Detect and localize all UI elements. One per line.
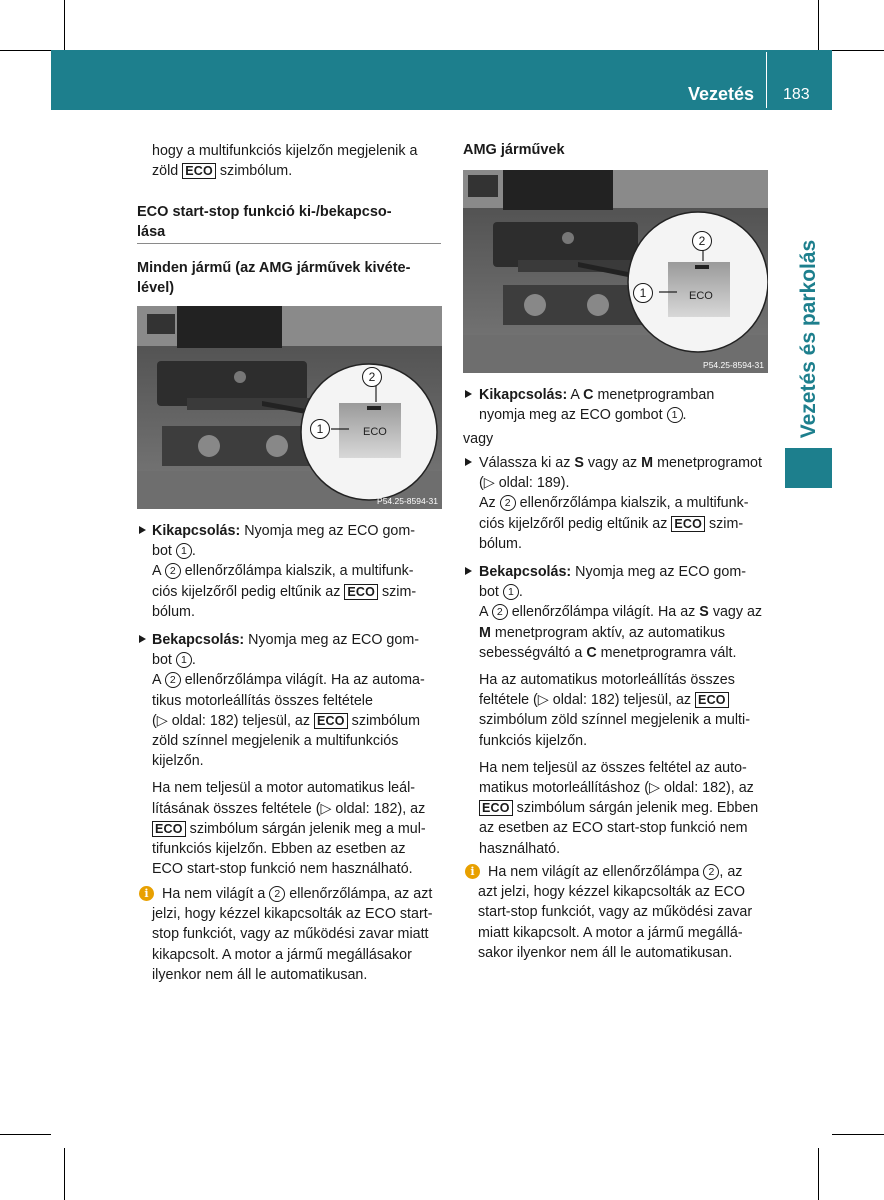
info-icon: i <box>139 886 154 901</box>
amg-dashboard-illustration <box>463 170 768 373</box>
bullet-arrow-icon <box>465 390 472 398</box>
eco-symbol: ECO <box>344 584 378 600</box>
info-note: Ha nem világít a 2 ellenőrzőlámpa, az azt jelzi, hogy kézzel kikapcsolták az ECO start- stop funkciót, vagy az működési zavar miatt kikapcsolt. A motor a jármű megállásakor ilyenkor nem áll le automatikusan. <box>152 886 433 983</box>
page-number: 183 <box>783 86 810 103</box>
crop-mark <box>0 50 51 51</box>
eco-symbol: ECO <box>671 516 705 532</box>
step-off: Kikapcsolás: Nyomja meg az ECO gom- bot 1 . A 2 ellenőrzőlámpa kialszik, a multifunk- ciós kijelzőről pedig eltűnik az ECO szim- bólum. <box>152 523 417 620</box>
amg-step-select-program: Válassza ki az S vagy az M menetprogramot (▷ oldal: 189). Az 2 ellenőrzőlámpa kialszik, a multifunk- ciós kijelzőről pedig eltűnik az ECO szim- bólum. <box>479 455 762 552</box>
subheading-all-vehicles: Minden jármű (az AMG járművek kivéte- lével) <box>137 260 411 296</box>
side-tab <box>785 232 833 447</box>
bullet-arrow-icon <box>465 458 472 466</box>
heading-rule <box>137 243 441 244</box>
eco-button-label: ECO <box>689 290 713 302</box>
or-text: vagy <box>463 431 494 447</box>
eco-button-label: ECO <box>363 426 387 438</box>
side-tab-label: Vezetés és parkolás <box>797 239 820 439</box>
eco-symbol: ECO <box>695 692 729 708</box>
dashboard-illustration <box>137 306 442 509</box>
crop-mark <box>832 1134 884 1135</box>
callout-1: 1 <box>633 283 653 303</box>
section-heading: ECO start-stop funkció ki-/bekapcso- lása <box>137 204 392 240</box>
crop-mark <box>832 50 884 51</box>
crop-mark <box>64 0 65 50</box>
eco-symbol: ECO <box>314 713 348 729</box>
figure-code: P54.25-8594-31 <box>377 496 438 506</box>
crop-mark <box>818 1148 819 1200</box>
intro-paragraph: hogy a multifunkciós kijelzőn megjelenik a zöld ECO szimbólum. <box>152 143 418 180</box>
step-on: Bekapcsolás: Nyomja meg az ECO gom- bot 1 . A 2 ellenőrzőlámpa világít. Ha az automa- tikus motorleállítás összes feltétele (▷ oldal: 182) teljesül, az ECO szimbólum zöld színnel megjelenik a multifunkciós kijelzőn. Ha nem teljesül a motor automatikus leál- lításának összes feltétele (▷ oldal: 182), az ECO szimbólum sárgán jelenik meg a mul- tifunkciós kijelzőn. Ebben az esetben az ECO start-stop funkció nem használható. <box>152 632 426 878</box>
amg-step-off: Kikapcsolás: A C menetprogramban nyomja meg az ECO gombot 1 . <box>479 387 715 424</box>
crop-mark <box>64 1148 65 1200</box>
callout-2: 2 <box>692 231 712 251</box>
bullet-arrow-icon <box>465 567 472 575</box>
side-tab-marker <box>785 448 832 488</box>
eco-symbol: ECO <box>182 163 216 179</box>
amg-dashboard-photo <box>463 170 768 373</box>
callout-1: 1 <box>310 419 330 439</box>
eco-symbol: ECO <box>152 821 186 837</box>
figure-code: P54.25-8594-31 <box>703 360 764 370</box>
crop-mark <box>0 1134 51 1135</box>
bullet-arrow-icon <box>139 635 146 643</box>
amg-heading: AMG járművek <box>463 142 565 158</box>
eco-symbol: ECO <box>479 800 513 816</box>
amg-step-on: Bekapcsolás: Nyomja meg az ECO gom- bot 1 . A 2 ellenőrzőlámpa világít. Ha az S vagy az M menetprogram aktív, az automatikus sebességváltó a C menetprogramra vált. Ha az automatikus motorleállítás összes feltétele (▷ oldal: 182) teljesül, az ECO szimbólum zöld színnel megjelenik a multi- funkciós kijelzőn. Ha nem teljesül az összes feltétel az auto- matikus motorleállításhoz (▷ oldal: 182), az ECO szimbólum sárgán jelenik meg. Ebben az esetben az ECO start-stop funkció nem használható. <box>479 564 763 857</box>
dashboard-photo <box>137 306 442 509</box>
header-divider <box>766 52 767 108</box>
chapter-title: Vezetés <box>687 84 754 104</box>
crop-mark <box>818 0 819 50</box>
info-icon: i <box>465 864 480 879</box>
bullet-arrow-icon <box>139 526 146 534</box>
amg-info-note: Ha nem világít az ellenőrzőlámpa 2 , az azt jelzi, hogy kézzel kikapcsolták az ECO start-stop funkciót, vagy az működési zavar miatt kikapcsolt. A motor a jármű megállá- sakor ilyenkor nem áll le automatikusan. <box>478 864 753 961</box>
callout-2: 2 <box>362 367 382 387</box>
